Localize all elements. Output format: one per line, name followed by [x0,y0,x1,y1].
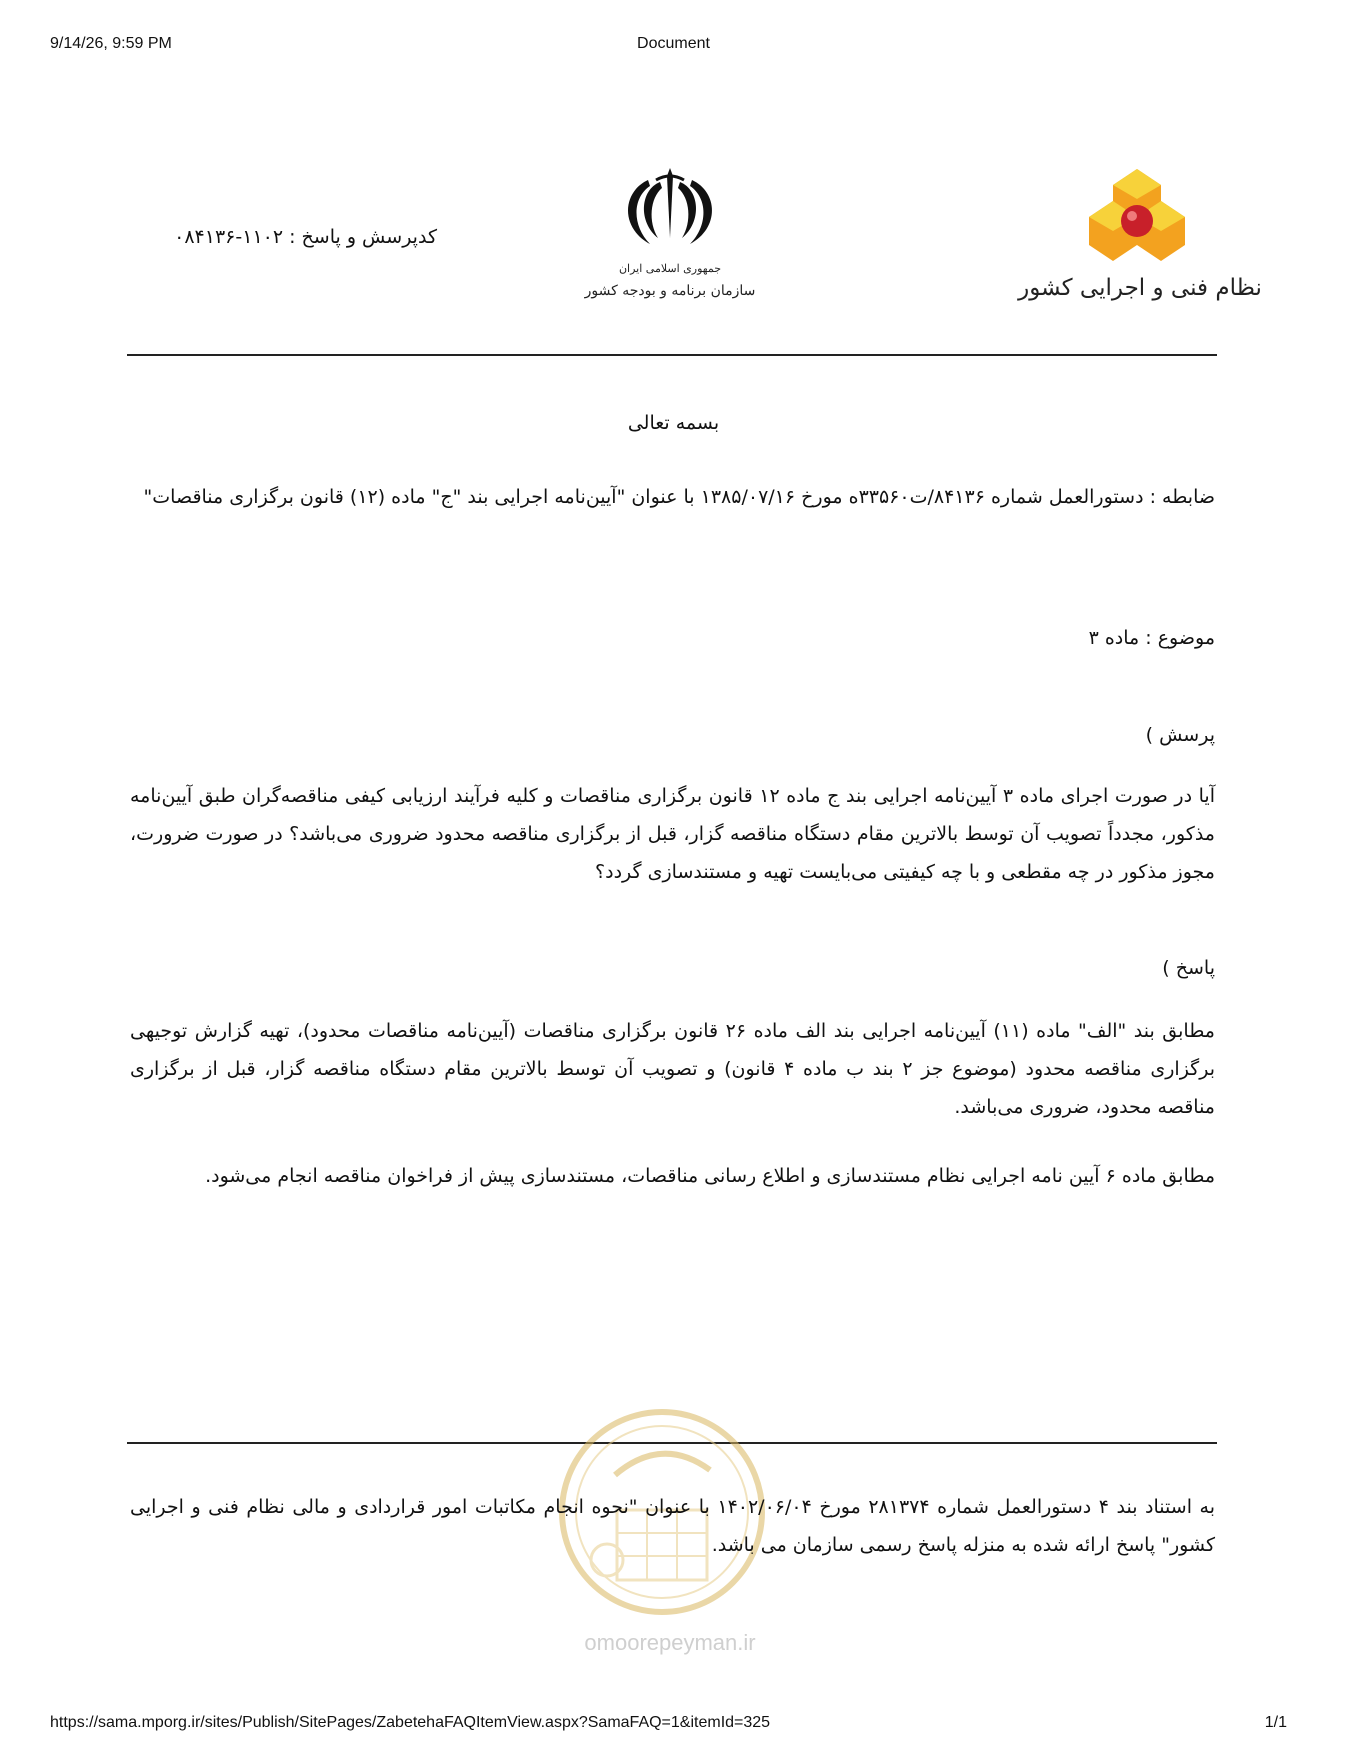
answer-label: پاسخ ) [1162,957,1215,979]
watermark-site: omoorepeyman.ir [584,1630,756,1655]
footer-note: به استناد بند ۴ دستورالعمل شماره ۲۸۱۳۷۴ مورخ ۱۴۰۲/۰۶/۰۴ با عنوان "نحوه انجام مکاتبات امور قراردادی و مالی نظام فنی و اجرایی کشور" پاسخ ارائه شده به منزله پاسخ رسمی سازمان می باشد. [130,1496,1215,1556]
answer-paragraph-1: مطابق بند "الف" ماده (۱۱) آیین‌نامه اجرایی بند الف ماده ۲۶ قانون برگزاری مناقصات (آیین‌نامه مناقصات محدود)، تهیه گزارش توجیهی برگزاری مناقصه محدود (موضوع جز ۲ بند ب ماده ۴ قانون) و تصویب آن توسط بالاترین مقام دستگاه مناقصه گزار، قبل از برگزاری مناقصه محدود، ضروری می‌باشد. [130,1020,1215,1118]
qa-code: کدپرسش و پاسخ : ۱۱۰۲-۰۸۴۱۳۶ [174,226,437,248]
print-title: Document [637,35,710,52]
bismillah: بسمه تعالی [627,412,720,434]
regulation-line: ضابطه : دستورالعمل شماره ۸۴۱۳۶/ت۳۳۵۶۰ه مورخ ۱۳۸۵/۰۷/۱۶ با عنوان "آیین‌نامه اجرایی بند "ج" ماده (۱۲) قانون برگزاری مناقصات" [143,486,1215,508]
question-label: پرسش ) [1145,724,1215,746]
brand-logo [1018,165,1262,310]
iran-emblem [584,160,756,310]
svg-text:سازمان برنامه و بودجه کشور: سازمان برنامه و بودجه کشور [584,283,756,299]
subject-line: موضوع : ماده ۳ [1088,627,1215,649]
page-number: 1/1 [1264,1714,1287,1731]
question-text: آیا در صورت اجرای ماده ۳ آیین‌نامه اجرایی بند ج ماده ۱۲ قانون برگزاری مناقصات و کلیه فرآیند ارزیابی کیفی مناقصه‌گران طبق آیین‌نامه مذکور، مجدداً تصویب آن توسط بالاترین مقام دستگاه مناقصه گزار، قبل از برگزاری مناقصه محدود ضروری می‌باشد؟ در صورت ضرورت، مجوز مذکور در چه مقطعی و با چه کیفیتی می‌بایست تهیه و مستندسازی گردد؟ [130,785,1215,883]
print-url[interactable]: https://sama.mporg.ir/sites/Publish/SitePages/ZabetehaFAQItemView.aspx?SamaFAQ=1&itemId=325 [50,1714,771,1731]
emblem-icon [584,160,756,310]
svg-text:نظام فنی و اجرایی کشور: نظام فنی و اجرایی کشور [1018,275,1262,301]
answer-paragraph-2: مطابق ماده ۶ آیین نامه اجرایی نظام مستندسازی و اطلاع رسانی مناقصات، مستندسازی پیش از فراخوان مناقصه انجام می‌شود. [205,1165,1215,1187]
print-footer [0,1714,1347,1734]
header-divider [127,354,1217,356]
print-datetime: 9/14/26, 9:59 PM [50,35,172,52]
svg-text:جمهوری اسلامی ایران: جمهوری اسلامی ایران [618,262,722,275]
pyramid-logo-icon [1018,165,1262,310]
print-header [0,35,1347,55]
